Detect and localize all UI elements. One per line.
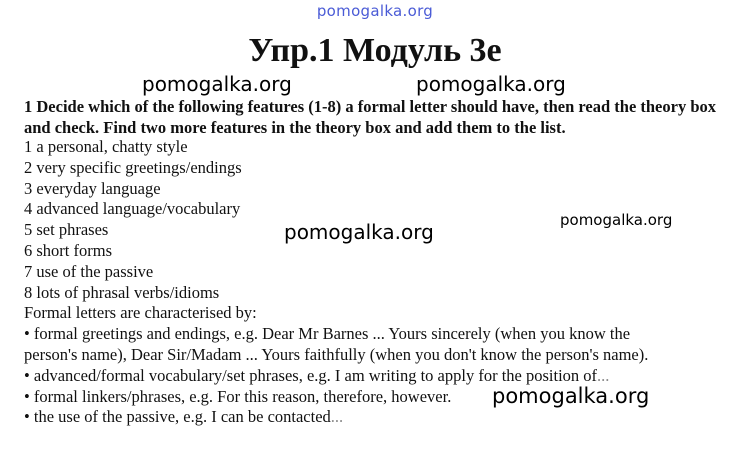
list-item: 5 set phrases — [24, 220, 109, 240]
task-instruction: 1 Decide which of the following features (1-8) a formal letter should have, then read the theory box and check. Find two more features in the theory box and add them to the list. — [24, 97, 717, 137]
list-item: 8 lots of phrasal verbs/idioms — [24, 282, 220, 302]
list-item: 6 short forms — [24, 240, 112, 260]
bullet-item: • formal linkers/phrases, e.g. For this reason, therefore, however. — [24, 386, 452, 406]
ellipsis: ... — [597, 365, 610, 385]
bullet-text: • advanced/formal vocabulary/set phrases, e.g. I am writing to apply for the position of — [24, 365, 598, 385]
watermark: pomogalka.org — [416, 72, 566, 96]
watermark: pomogalka.org — [560, 211, 673, 229]
bullet-item-continued: person's name), Dear Sir/Madam ... Yours faithfully (when you don't know the person's name). — [24, 344, 649, 364]
bullet-item: • formal greetings and endings, e.g. Dear Mr Barnes ... Yours sincerely (when you know the — [24, 324, 631, 344]
page-title: Упр.1 Модуль 3e — [248, 32, 502, 69]
bullet-text: • the use of the passive, e.g. I can be contacted — [24, 407, 331, 427]
watermark: pomogalka.org — [492, 384, 650, 408]
ellipsis: ... — [330, 407, 344, 427]
bullet-item — [24, 407, 734, 428]
watermark: pomogalka.org — [142, 72, 292, 96]
list-item: 3 everyday language — [24, 178, 161, 198]
watermark-top[interactable]: pomogalka.org — [316, 2, 434, 20]
formal-heading: Formal letters are characterised by: — [24, 303, 257, 323]
list-item: 7 use of the passive — [24, 261, 154, 281]
list-item: 4 advanced language/vocabulary — [24, 199, 241, 219]
list-item: 1 a personal, chatty style — [24, 137, 188, 156]
watermark: pomogalka.org — [284, 220, 434, 244]
list-item: 2 very specific greetings/endings — [24, 157, 242, 177]
